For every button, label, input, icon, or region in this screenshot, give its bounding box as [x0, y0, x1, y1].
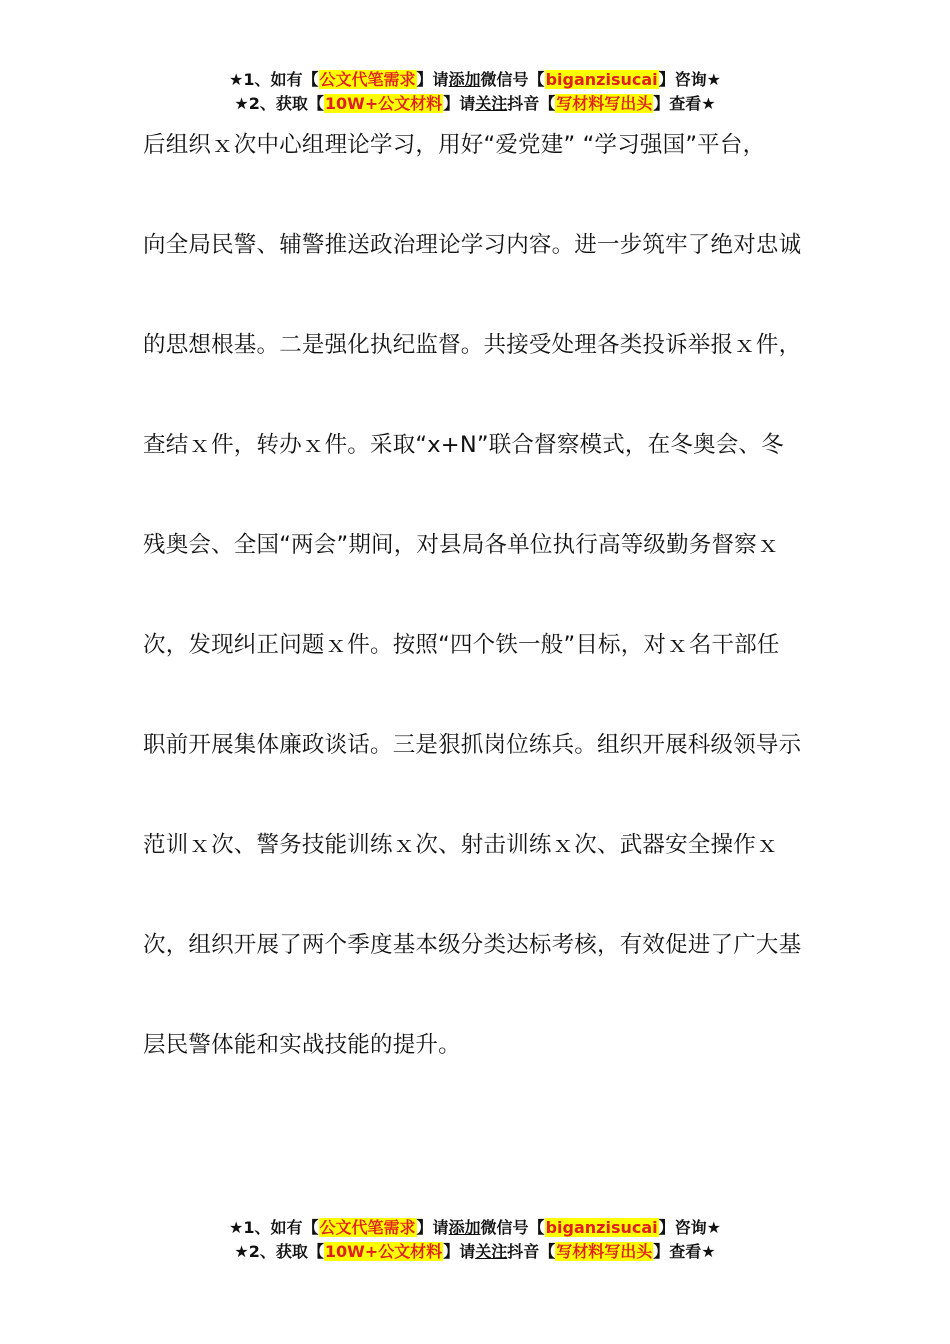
banner-highlight: 公文代笔需求: [319, 70, 416, 89]
banner-emphasis: 添加: [448, 70, 481, 89]
body-line: 范训ｘ次、警务技能训练ｘ次、射击训练ｘ次、武器安全操作ｘ: [143, 832, 779, 858]
banner-text: 抖音【: [507, 94, 556, 113]
banner-text: 】咨询★: [658, 70, 721, 89]
body-line: 层民警体能和实战技能的提升。: [143, 1032, 461, 1058]
banner-text: ★1、如有【: [229, 70, 319, 89]
banner-text: 】请: [416, 1218, 449, 1237]
body-line: 次，组织开展了两个季度基本级分类达标考核，有效促进了广大基: [143, 932, 802, 958]
banner-text: 微信号【: [480, 1218, 545, 1237]
banner-text: 】查看★: [653, 1242, 716, 1261]
body-line: 职前开展集体廉政谈话。三是狠抓岗位练兵。组织开展科级领导示: [143, 732, 802, 758]
banner-text: 抖音【: [507, 1242, 556, 1261]
banner-text: 】查看★: [653, 94, 716, 113]
banner-text: ★1、如有【: [229, 1218, 319, 1237]
banner-line-1: [0, 1216, 950, 1240]
banner-text: 】咨询★: [658, 1218, 721, 1237]
banner-text: 】请: [416, 70, 449, 89]
banner-highlight: biganzisucai: [545, 70, 658, 89]
body-line: 查结ｘ件，转办ｘ件。采取“x+N”联合督察模式，在冬奥会、冬: [143, 432, 784, 458]
footer-banner: [0, 1216, 950, 1264]
banner-emphasis: 关注: [475, 1242, 508, 1261]
banner-text: 微信号【: [480, 70, 545, 89]
banner-highlight: biganzisucai: [545, 1218, 658, 1237]
banner-line-2: [0, 1240, 950, 1264]
banner-highlight: 公文代笔需求: [319, 1218, 416, 1237]
banner-text: 】请: [443, 1242, 476, 1261]
banner-highlight: 10W+公文材料: [324, 1242, 443, 1261]
banner-text: 】请: [443, 94, 476, 113]
body-line: 向全局民警、辅警推送政治理论学习内容。进一步筑牢了绝对忠诚: [143, 232, 802, 258]
banner-line-2: [0, 92, 950, 116]
header-banner: [0, 68, 950, 116]
body-line: 后组织ｘ次中心组理论学习，用好“爱党建” “学习强国”平台，: [143, 132, 766, 158]
banner-highlight: 写材料写出头: [556, 94, 653, 113]
banner-emphasis: 添加: [448, 1218, 481, 1237]
banner-text: ★2、获取【: [234, 94, 324, 113]
banner-highlight: 写材料写出头: [556, 1242, 653, 1261]
body-line: 次，发现纠正问题ｘ件。按照“四个铁一般”目标，对ｘ名干部任: [143, 632, 780, 658]
banner-highlight: 10W+公文材料: [324, 94, 443, 113]
banner-text: ★2、获取【: [234, 1242, 324, 1261]
banner-emphasis: 关注: [475, 94, 508, 113]
body-line: 的思想根基。二是强化执纪监督。共接受处理各类投诉举报ｘ件，: [143, 332, 802, 358]
document-body: [143, 118, 803, 1118]
banner-line-1: [0, 68, 950, 92]
body-line: 残奥会、全国“两会”期间，对县局各单位执行高等级勤务督察ｘ: [143, 532, 780, 558]
